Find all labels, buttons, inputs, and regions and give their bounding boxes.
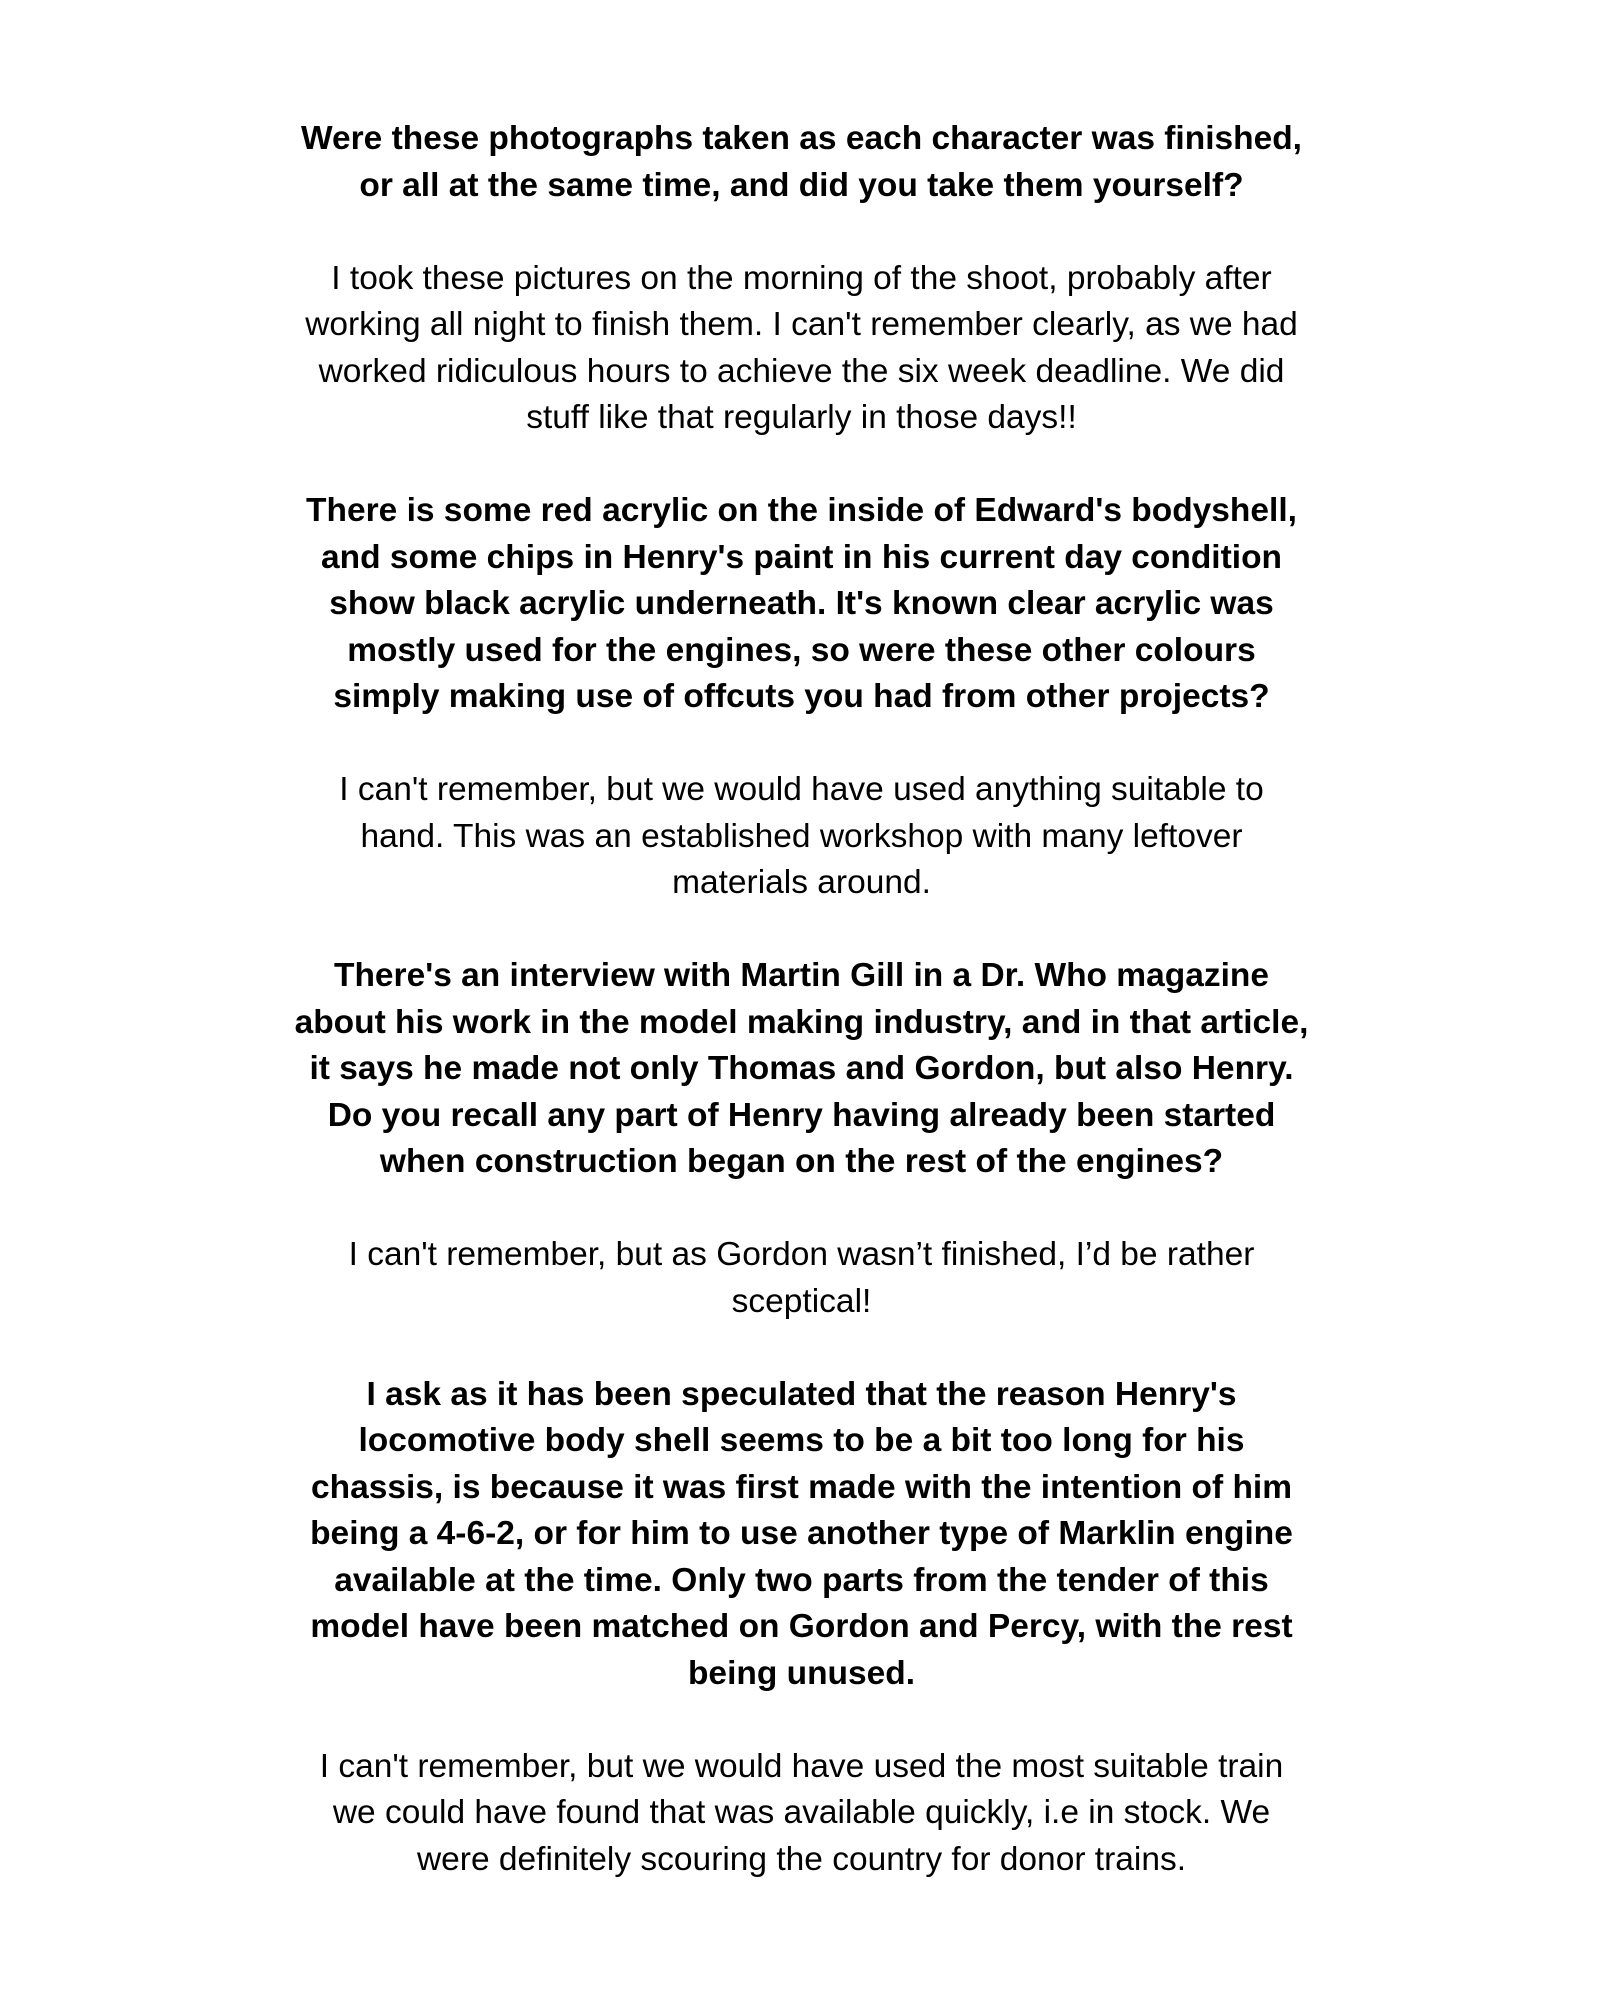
interview-answer-1: I took these pictures on the morning of the shoot, probably after working all night to finish them. I can't remember clearly, as we had worked ridiculous hours to achieve the six week deadline. We did stuff like that regularly in those days!!	[305, 259, 1298, 436]
interview-question-2: There is some red acrylic on the inside of Edward's bodyshell, and some chips in Henry's paint in his current day condition show black acrylic underneath. It's known clear acrylic was mostly used for the engines, so were these other colours simply making use of offcuts you had from other projects?	[306, 492, 1297, 715]
interview-answer-2: I can't remember, but we would have used anything suitable to hand. This was an established workshop with many leftover materials around.	[339, 771, 1264, 901]
interview-question-1: Were these photographs taken as each character was finished, or all at the same time, and did you take them yourself?	[300, 120, 1302, 204]
interview-answer-4: I can't remember, but we would have used the most suitable train we could have found that was available quickly, i.e in stock. We were definitely scouring the country for donor trains.	[319, 1747, 1284, 1878]
interview-question-4: I ask as it has been speculated that the reason Henry's locomotive body shell seems to be a bit too long for his chassis, is because it was first made with the intention of him being a 4-6-2, or for him to use another type of Marklin engine available at the time. Only two parts from the tender of this model have been matched on Gordon and Percy, with the rest being unused.	[310, 1375, 1293, 1692]
document-page	[0, 116, 1603, 1930]
interview-question-3: There's an interview with Martin Gill in a Dr. Who magazine about his work in the model making industry, and in that article, it says he made not only Thomas and Gordon, but also Henry. Do you recall any part of Henry having already been started when construction began on the rest of the engines?	[294, 957, 1309, 1180]
interview-answer-3: I can't remember, but as Gordon wasn’t finished, I’d be rather sceptical!	[348, 1236, 1255, 1320]
